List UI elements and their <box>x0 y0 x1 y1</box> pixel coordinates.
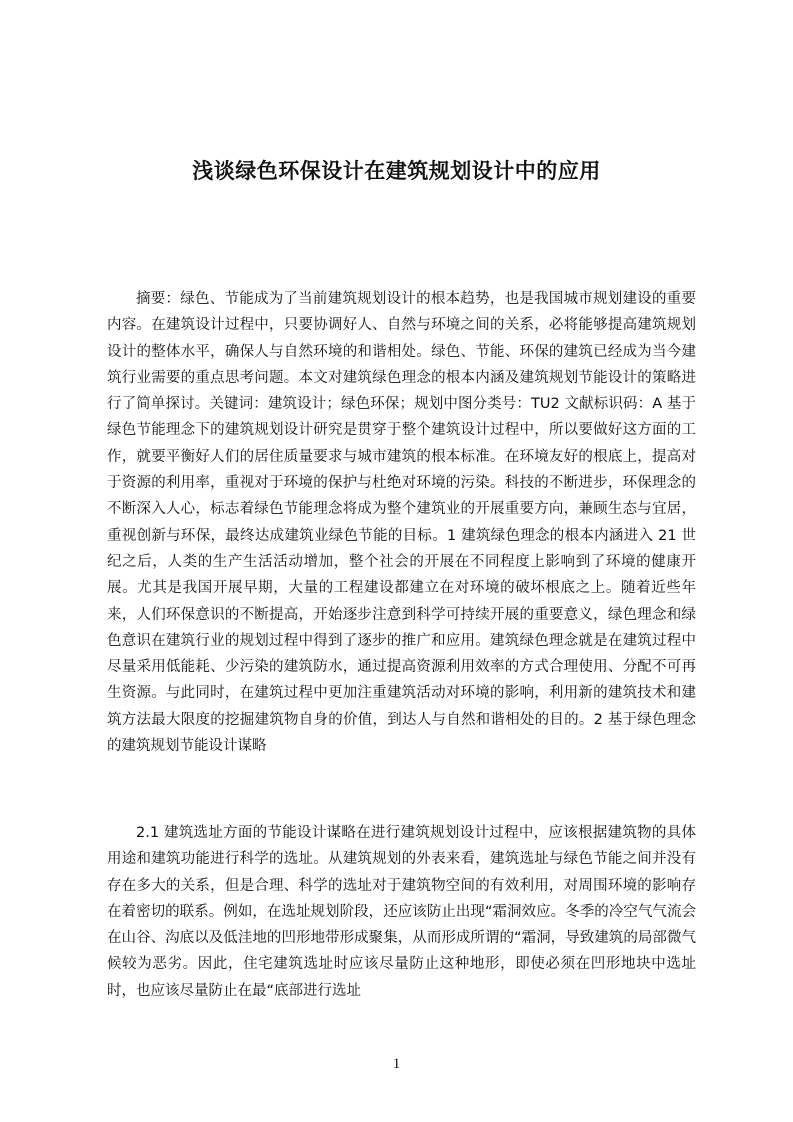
page-number: 1 <box>392 1056 401 1072</box>
page-title: 浅谈绿色环保设计在建筑规划设计中的应用 <box>192 159 601 184</box>
paragraph-section-2-1: 2.1 建筑选址方面的节能设计谋略在进行建筑规划设计过程中，应该根据建筑物的具体用途和建筑功能进行科学的选址。从建筑规划的外表来看，建筑选址与绿色节能之间并没有存在多大的关系，但是合理、科学的选址对于建筑物空间的有效利用，对周围环境的影响存在着密切的联系。例如，在选址规划阶段，还应该防止出现“霜洞效应。冬季的冷空气气流会在山谷、沟底以及低洼地的凹形地带形成聚集，从而形成所谓的“霜洞，导致建筑的局部微气候较为恶劣。因此，住宅建筑选址时应该尽量防止这种地形，即使必须在凹形地块中选址时，也应该尽量防止在最“底部进行选址 <box>107 825 696 999</box>
paragraph-abstract: 摘要：绿色、节能成为了当前建筑规划设计的根本趋势，也是我国城市规划建设的重要内容。在建筑设计过程中，只要协调好人、自然与环境之间的关系，必将能够提高建筑规划设计的整体水平，确保人与自然环境的和谐相处。绿色、节能、环保的建筑已经成为当今建筑行业需要的重点思考问题。本文对建筑绿色理念的根本内涵及建筑规划节能设计的策略进行了简单探讨。关键词：建筑设计；绿色环保；规划中图分类号：TU2 文献标识码：A 基于绿色节能理念下的建筑规划设计研究是贯穿于整个建筑设计过程中，所以要做好这方面的工作，就要平衡好人们的居住质量要求与城市建筑的根本标准。在环境友好的根底上，提高对于资源的利用率，重视对于环境的保护与杜绝对环境的污染。科技的不断进步，环保理念的不断深入人心，标志着绿色节能理念将成为整个建筑业的开展重要方向，兼顾生态与宜居，重视创新与环保，最终达成建筑业绿色节能的目标。1 建筑绿色理念的根本内涵进入 21 世纪之后，人类的生产生活活动增加，整个社会的开展在不同程度上影响到了环境的健康开展。尤其是我国开展早期，大量的工程建设都建立在对环境的破坏根底之上。随着近些年来，人们环保意识的不断提高，开始逐步注意到科学可持续开展的重要意义，绿色理念和绿色意识在建筑行业的规划过程中得到了逐步的推广和应用。建筑绿色理念就是在建筑过程中尽量采用低能耗、少污染的建筑防水，通过提高资源利用效率的方式合理使用、分配不可再生资源。与此同时，在建筑过程中更加注重建筑活动对环境的影响，利用新的建筑技术和建筑方法最大限度的挖掘建筑物自身的价值，到达人与自然和谐相处的目的。2 基于绿色理念的建筑规划节能设计谋略 <box>107 291 696 755</box>
